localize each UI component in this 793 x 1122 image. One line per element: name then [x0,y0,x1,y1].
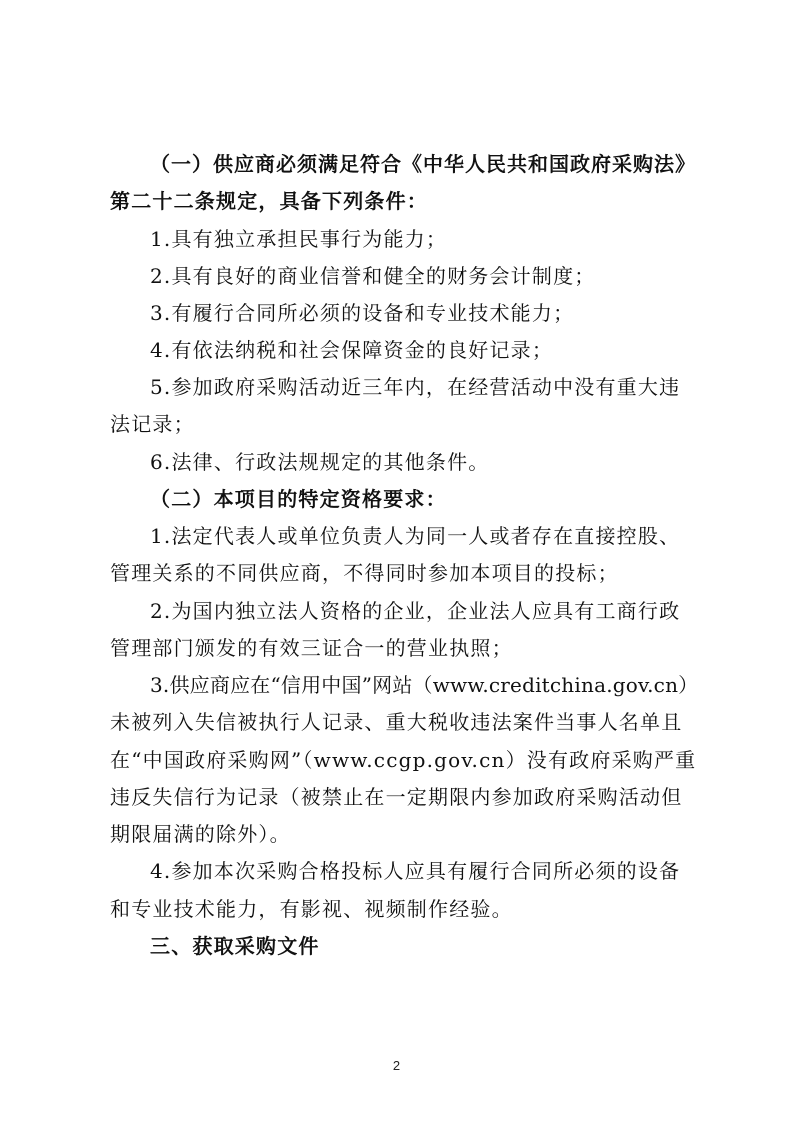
requirement-1-line-2: 管理关系的不同供应商，不得同时参加本项目的投标； [110,561,619,585]
requirement-2-line-1: 2.为国内独立法人资格的企业，企业法人应具有工商行政 [150,599,681,623]
section-3-heading: 三、获取采购文件 [150,934,320,958]
requirement-2-line-2: 管理部门颁发的有效三证合一的营业执照； [110,636,513,660]
requirement-3-line-3: 在“中国政府采购网”（www.ccgp.gov.cn）没有政府采购严重 [110,748,697,772]
condition-2: 2.具有良好的商业信誉和健全的财务会计制度； [150,264,596,288]
section-2-heading: （二）本项目的特定资格要求： [150,487,447,511]
condition-3: 3.有履行合同所必须的设备和专业技术能力； [150,301,575,325]
page-number: 2 [392,1058,401,1073]
requirement-3-line-4: 违反失信行为记录（被禁止在一定期限内参加政府采购活动但 [110,785,683,809]
requirement-3-line-2: 未被列入失信被执行人记录、重大税收违法案件当事人名单且 [110,710,683,734]
condition-4: 4.有依法纳税和社会保障资金的良好记录； [150,338,554,362]
requirement-4-line-2: 和专业技术能力，有影视、视频制作经验。 [110,897,513,921]
condition-5-line-1: 5.参加政府采购活动近三年内，在经营活动中没有重大违 [150,375,681,399]
requirement-1-line-1: 1.法定代表人或单位负责人为同一人或者存在直接控股、 [150,524,681,548]
requirement-3-line-1: 3.供应商应在“信用中国”网站（www.creditchina.gov.cn） [150,673,699,697]
section-1-heading-line-1: （一）供应商必须满足符合《中华人民共和国政府采购法》 [150,152,696,176]
condition-5-line-2: 法记录； [110,412,195,436]
requirement-3-line-5: 期限届满的除外）。 [110,822,291,846]
condition-6: 6.法律、行政法规规定的其他条件。 [150,450,490,474]
section-1-heading-line-2: 第二十二条规定，具备下列条件： [110,189,428,213]
condition-1: 1.具有独立承担民事行为能力； [150,227,448,251]
requirement-4-line-1: 4.参加本次采购合格投标人应具有履行合同所必须的设备 [150,859,681,883]
